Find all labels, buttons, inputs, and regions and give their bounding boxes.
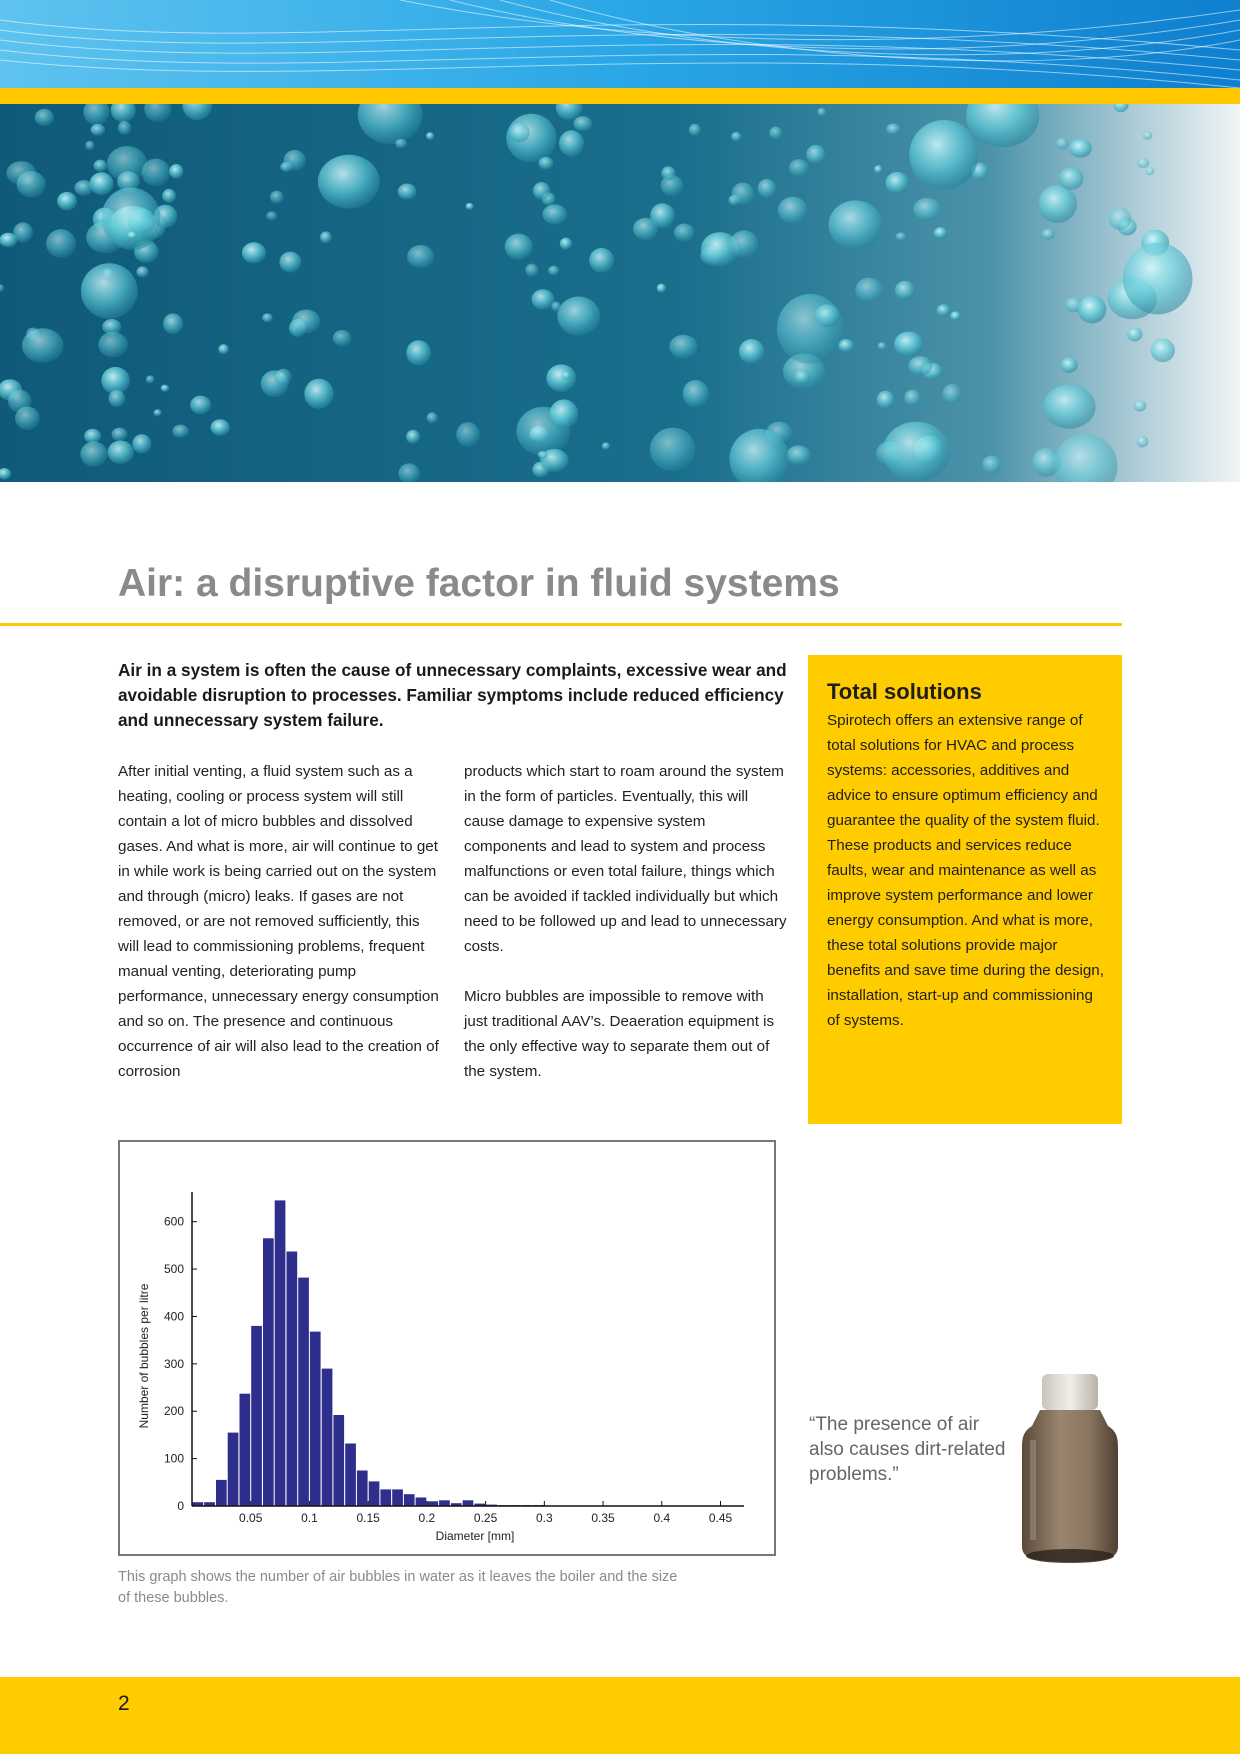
bubble-shape <box>118 121 131 135</box>
bubble-shape <box>895 281 915 300</box>
bubble-shape <box>894 332 923 357</box>
bubble-shape <box>190 396 211 415</box>
bubble-shape <box>84 429 101 444</box>
bubble-shape <box>674 224 695 242</box>
bubble-shape <box>218 344 228 354</box>
y-tick-label: 600 <box>163 1214 184 1229</box>
bubble-shape <box>731 132 741 142</box>
bubble-shape <box>94 160 108 172</box>
bubble-shape <box>937 304 950 316</box>
bubble-shape <box>509 123 529 142</box>
bubble-shape <box>270 191 284 204</box>
histogram-bar <box>463 1500 474 1506</box>
bubble-shape <box>758 179 776 198</box>
histogram-bar <box>369 1481 380 1506</box>
bubble-shape <box>778 197 808 224</box>
y-tick-label: 500 <box>163 1262 184 1277</box>
bubble-shape <box>15 406 40 430</box>
bubble-shape <box>333 330 352 346</box>
bubbles-graphic <box>0 104 1240 482</box>
bubble-shape <box>909 120 978 189</box>
histogram-bar <box>240 1394 251 1506</box>
bubble-shape <box>136 266 148 277</box>
wave-graphic <box>0 0 1240 90</box>
bubble-shape <box>886 124 900 135</box>
bubble-shape <box>546 364 576 391</box>
bubble-shape <box>1061 357 1078 372</box>
bubble-shape <box>22 328 64 363</box>
bubble-shape <box>456 422 480 447</box>
bubble-shape <box>855 278 882 303</box>
bubble-shape <box>162 189 176 203</box>
hero-bubbles-image <box>0 104 1240 482</box>
bubble-shape <box>1043 385 1095 429</box>
bubble-shape <box>557 297 600 336</box>
bubble-shape <box>689 124 701 136</box>
bubble-shape <box>406 430 420 444</box>
bubble-shape <box>877 391 895 409</box>
body-paragraph: Micro bubbles are impossible to remove with just traditional AAV’s. Deaeration equipment is the only effective way to separate them out of the system. <box>464 988 775 1080</box>
bubble-shape <box>661 166 675 180</box>
bubble-shape <box>275 369 292 386</box>
bubble-shape <box>602 442 610 449</box>
bubble-size-chart <box>118 1140 776 1556</box>
y-tick-label: 300 <box>163 1356 184 1371</box>
bubble-shape <box>543 204 568 224</box>
bottle-graphic <box>1010 1360 1130 1570</box>
bubble-shape <box>266 211 277 220</box>
bubble-shape <box>98 332 128 358</box>
bubble-shape <box>1038 185 1077 223</box>
histogram-bar <box>357 1471 368 1507</box>
bubble-shape <box>533 182 550 200</box>
bubble-shape <box>815 304 840 327</box>
histogram-bar <box>298 1278 309 1506</box>
histogram-bar <box>333 1415 344 1506</box>
histogram-bar <box>380 1489 391 1506</box>
bubble-shape <box>398 184 417 200</box>
pull-quote: “The presence of air also causes dirt-related problems.” <box>809 1414 1006 1485</box>
bubble-shape <box>794 370 810 385</box>
bubble-shape <box>154 409 162 416</box>
body-paragraph: After initial venting, a fluid system such as a heating, cooling or process system will still contain a lot of micro bubbles and dissolved gases. And what is more, air will continue to get in while work is being carried out on the system and through (micro) leaks. If gases are not removed, or are not removed sufficiently, this will lead to commissioning problems, frequent manual venting, deteriorating pump performance, unnecessary energy consumption and so on. The presence and continuous occurrence of air will also lead to the creation of corrosion <box>118 763 439 1080</box>
bubble-shape <box>732 183 755 205</box>
bubble-shape <box>683 380 709 407</box>
page-number: 2 <box>118 1692 130 1715</box>
bubble-shape <box>1109 208 1132 230</box>
bubble-shape <box>407 245 434 268</box>
bubble-shape <box>548 266 559 276</box>
histogram-bar <box>228 1433 239 1506</box>
bubble-shape <box>1056 138 1069 150</box>
bubble-shape <box>829 200 883 249</box>
bubble-shape <box>320 231 332 243</box>
histogram-bar <box>439 1500 450 1506</box>
x-axis-label: Diameter [mm] <box>435 1529 515 1543</box>
bubble-shape <box>112 428 128 441</box>
histogram-bar <box>392 1489 403 1506</box>
body-column-right <box>464 759 789 1109</box>
histogram-bar <box>404 1494 415 1506</box>
x-tick-label: 0.25 <box>473 1511 498 1525</box>
bubble-shape <box>211 419 230 435</box>
bubble-shape <box>466 203 474 210</box>
bubble-shape <box>279 252 301 273</box>
chart-caption: This graph shows the number of air bubbles in water as it leaves the boiler and the size of these bubbles. <box>118 1569 678 1606</box>
bubble-shape <box>1078 296 1107 324</box>
bubble-shape <box>1127 327 1142 341</box>
bubble-shape <box>1059 167 1084 189</box>
histogram-bar <box>216 1480 227 1506</box>
bubble-shape <box>1143 131 1153 140</box>
x-tick-label: 0.15 <box>356 1511 380 1525</box>
bubble-shape <box>1146 167 1154 175</box>
bubble-shape <box>538 451 548 459</box>
header-yellow-strip <box>0 88 1240 104</box>
bubble-shape <box>13 222 33 242</box>
bubble-shape <box>505 234 533 260</box>
x-tick-label: 0.05 <box>239 1511 263 1525</box>
total-solutions-box <box>808 655 1122 1124</box>
y-tick-label: 400 <box>163 1309 184 1324</box>
bubble-shape <box>942 384 961 404</box>
title-divider <box>0 623 1122 626</box>
bubble-shape <box>909 356 933 376</box>
histogram-bar <box>287 1252 298 1507</box>
bubble-shape <box>896 232 907 241</box>
bubble-shape <box>304 379 333 409</box>
bubble-shape <box>163 313 183 334</box>
bubble-shape <box>789 159 809 176</box>
bubble-shape <box>85 141 94 150</box>
page-title: Air: a disruptive factor in fluid systems <box>118 562 840 605</box>
lead-paragraph: Air in a system is often the cause of unnecessary complaints, excessive wear and avoidable disruption to processes. Familiar symptoms include reduced efficiency and unnecessary system failure. <box>118 660 787 730</box>
histogram-bar <box>263 1238 274 1506</box>
bubble-shape <box>559 130 584 156</box>
x-tick-label: 0.4 <box>653 1511 671 1525</box>
bubble-shape <box>292 310 320 334</box>
bubble-shape <box>874 165 882 173</box>
bubble-shape <box>739 339 764 364</box>
bubble-shape <box>806 145 825 164</box>
bubble-shape <box>146 375 155 383</box>
bubble-shape <box>1042 229 1055 240</box>
y-tick-label: 100 <box>163 1451 184 1466</box>
bubble-shape <box>242 242 266 263</box>
y-tick-label: 0 <box>177 1499 184 1513</box>
bubble-shape <box>904 390 920 406</box>
bubble-shape <box>427 412 438 423</box>
bubble-shape <box>982 456 1001 474</box>
body-column-left <box>118 759 443 1084</box>
bubble-shape <box>161 385 169 392</box>
bubble-shape <box>80 442 107 467</box>
histogram-bar <box>322 1369 333 1506</box>
x-tick-label: 0.3 <box>535 1511 553 1525</box>
bubble-shape <box>91 124 106 136</box>
bubble-shape <box>550 399 579 428</box>
bubble-shape <box>878 342 887 350</box>
sidebar-title: Total solutions <box>827 679 982 704</box>
bubble-shape <box>395 139 407 149</box>
bubble-shape <box>169 164 183 179</box>
bubble-shape <box>1069 139 1092 158</box>
bubble-shape <box>57 192 77 210</box>
bubble-shape <box>913 198 941 221</box>
bubble-shape <box>318 155 380 209</box>
bubble-shape <box>532 289 555 309</box>
bubble-shape <box>883 422 950 482</box>
histogram-bar <box>275 1200 286 1506</box>
bubble-shape <box>17 171 46 198</box>
bubble-shape <box>650 428 696 472</box>
body-paragraph: products which start to roam around the system in the form of particles. Eventually, this will cause damage to expensive system components and lead to system and process malfunctions or even total failure, things which can be avoided if tackled individually but which need to be followed up and lead to unnecessary costs. <box>464 763 787 955</box>
bubble-shape <box>35 109 54 126</box>
bubble-shape <box>1137 436 1149 447</box>
bubble-shape <box>1137 158 1149 168</box>
bubble-shape <box>560 238 572 250</box>
bubble-shape <box>574 116 593 131</box>
bubble-shape <box>777 294 844 364</box>
bubble-shape <box>90 172 114 195</box>
histogram-bar <box>345 1444 356 1507</box>
bubble-shape <box>950 311 960 320</box>
bubble-shape <box>886 172 909 194</box>
histogram-bar <box>251 1326 262 1506</box>
bubble-shape <box>1151 339 1175 363</box>
x-tick-label: 0.1 <box>301 1511 318 1525</box>
bubble-shape <box>769 127 782 140</box>
bubble-shape <box>109 390 126 407</box>
bubble-shape <box>934 227 947 239</box>
x-tick-label: 0.2 <box>418 1511 436 1525</box>
bubble-shape <box>1133 400 1146 411</box>
x-tick-label: 0.35 <box>591 1511 615 1525</box>
bubble-shape <box>262 313 273 322</box>
bubble-shape <box>589 248 614 273</box>
bubble-shape <box>657 284 666 293</box>
y-axis-label: Number of bubbles per litre <box>137 1283 151 1429</box>
bubble-shape <box>562 372 570 380</box>
x-tick-label: 0.45 <box>708 1511 733 1525</box>
bubble-shape <box>142 159 171 187</box>
bubble-shape <box>669 335 697 359</box>
bubble-shape <box>284 150 306 171</box>
bubble-shape <box>525 264 538 277</box>
bubble-shape <box>551 302 561 312</box>
header-wave-band <box>0 0 1240 90</box>
bubble-shape <box>786 445 811 465</box>
sidebar-text: Spirotech offers an extensive range of total solutions for HVAC and process systems: accessories, additives and advice to ensure optimum efficiency and guarantee the quality of the system fluid. These products and services reduce faults, wear and maintenance as well as improve system performance and lower energy consumption. And what is more, these total solutions provide major benefits and save time during the design, installation, start-up and commissioning of systems. <box>827 712 1104 1029</box>
y-tick-label: 200 <box>163 1404 184 1419</box>
bubble-shape <box>108 441 134 464</box>
bubble-shape <box>817 108 826 117</box>
bubble-shape <box>730 230 759 257</box>
chart-svg <box>120 1142 774 1554</box>
sample-bottle-image <box>1010 1360 1130 1570</box>
bubble-shape <box>46 229 76 258</box>
bubble-shape <box>81 263 138 318</box>
footer-bar <box>0 1677 1240 1754</box>
bubble-shape <box>426 132 434 140</box>
bubble-shape <box>132 434 151 453</box>
bubble-shape <box>539 157 554 170</box>
histogram-bar <box>310 1332 321 1506</box>
bubble-shape <box>74 180 93 195</box>
bubble-shape <box>172 425 189 438</box>
bubble-shape <box>406 340 431 365</box>
bubble-shape <box>1123 243 1193 315</box>
histogram-bar <box>416 1498 427 1507</box>
bubble-shape <box>127 231 137 239</box>
bubble-shape <box>650 203 675 228</box>
